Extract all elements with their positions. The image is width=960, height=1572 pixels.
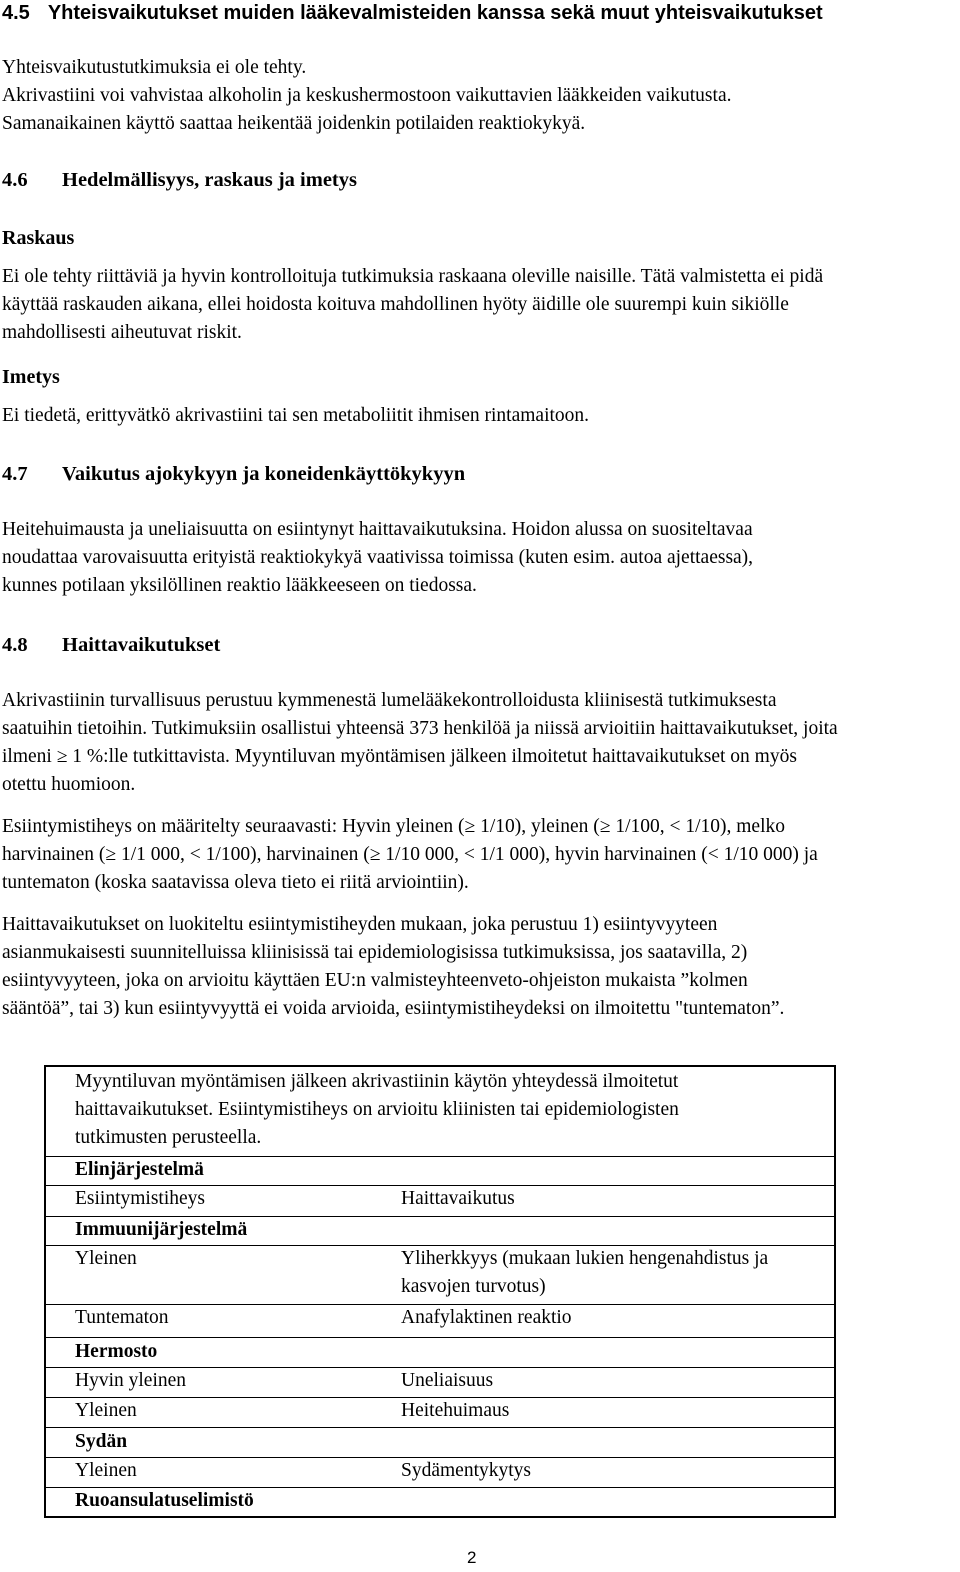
paragraph-line: Esiintymistiheys on määritelty seuraavasti: Hyvin yleinen (≥ 1/10), yleinen (≥ 1/100, < 1/10), melko [2, 816, 786, 837]
group-ruoansulatuselimisto: Ruoansulatuselimistö [75, 1490, 254, 1511]
group-immuunijarjestelma: Immuunijärjestelmä [75, 1219, 248, 1240]
paragraph-line: harvinainen (≥ 1/1 000, < 1/100), harvinainen (≥ 1/10 000, < 1/1 000), hyvin harvinainen (< 1/10 000) ja [2, 844, 818, 865]
paragraph-line: Ei tiedetä, erittyvätkö akrivastiini tai sen metaboliitit ihmisen rintamaitoon. [2, 405, 590, 426]
section-4-6-heading [2, 169, 357, 192]
paragraph-line: saatuihin tietoihin. Tutkimuksiin osallistui yhteensä 373 henkilöä ja niissä arvioitiin haittavaikutukset, joita [2, 718, 838, 739]
paragraph-line: Heitehuimausta ja uneliaisuutta on esiintynyt haittavaikutuksina. Hoidon alussa on suositeltavaa [2, 519, 753, 540]
paragraph-line: ilmeni ≥ 1 %:lle tutkittavista. Myyntiluvan myöntämisen jälkeen ilmoitetut haittavaikutukset on myös [2, 746, 797, 767]
paragraph-line: sääntöä”, tai 3) kun esiintyvyyttä ei voida arvioida, esiintymistiheydeksi on ilmoitettu "tuntematon”. [2, 998, 785, 1019]
section-number: 4.6 [2, 169, 28, 191]
group-hermosto: Hermosto [75, 1341, 158, 1362]
row-effect: Anafylaktinen reaktio [401, 1307, 572, 1328]
section-title: Haittavaikutukset [62, 634, 221, 656]
row-frequency: Tuntematon [75, 1307, 169, 1328]
organ-system-header: Elinjärjestelmä [75, 1159, 204, 1180]
section-4-8-heading [2, 634, 220, 657]
table-row-divider [46, 1216, 834, 1217]
paragraph-line: Akrivastiini voi vahvistaa alkoholin ja keskushermostoon vaikuttavien lääkkeiden vaikutusta. [2, 85, 732, 106]
row-effect: Heitehuimaus [401, 1400, 510, 1421]
row-effect: Yliherkkyys (mukaan lukien hengenahdistus ja [401, 1248, 769, 1269]
paragraph-line: asianmukaisesti suunnitelluissa kliinisissä tai epidemiologisissa tutkimuksissa, jos saatavilla, 2) [2, 942, 748, 963]
table-intro-line: tutkimusten perusteella. [75, 1127, 262, 1148]
section-4-5-heading [2, 2, 823, 25]
table-row-divider [46, 1156, 834, 1157]
paragraph-line: Akrivastiinin turvallisuus perustuu kymmenestä lumelääkekontrolloidusta kliinisestä tutkimuksesta [2, 690, 777, 711]
section-title: Yhteisvaikutukset muiden lääkevalmisteiden kanssa sekä muut yhteisvaikutukset [47, 2, 823, 24]
row-frequency: Yleinen [75, 1460, 137, 1481]
table-row-divider [46, 1367, 834, 1368]
section-number: 4.5 [2, 2, 30, 24]
section-number: 4.7 [2, 463, 28, 485]
paragraph-line: käyttää raskauden aikana, ellei hoidosta koituva mahdollinen hyöty äidille ole suurempi kuin sikiölle [2, 294, 789, 315]
table-intro-line: Myyntiluvan myöntämisen jälkeen akrivastiinin käytön yhteydessä ilmoitetut [75, 1071, 679, 1092]
section-4-7-heading [2, 463, 465, 486]
table-row-divider [46, 1185, 834, 1186]
row-effect: Sydämentykytys [401, 1460, 531, 1481]
subheading-imetys: Imetys [2, 366, 60, 388]
group-sydan: Sydän [75, 1431, 128, 1452]
column-header-frequency: Esiintymistiheys [75, 1188, 206, 1209]
paragraph-line: tuntematon (koska saatavissa oleva tieto ei riitä arviointiin). [2, 872, 469, 893]
section-number: 4.8 [2, 634, 28, 656]
paragraph-line: Ei ole tehty riittäviä ja hyvin kontrolloituja tutkimuksia raskaana oleville naisille. Tätä valmistetta ei pidä [2, 266, 824, 287]
page-number: 2 [467, 1548, 477, 1567]
table-row-divider [46, 1427, 834, 1428]
subheading-raskaus: Raskaus [2, 227, 75, 249]
paragraph-line: Yhteisvaikutustutkimuksia ei ole tehty. [2, 57, 307, 78]
paragraph-line: kunnes potilaan yksilöllinen reaktio lääkkeeseen on tiedossa. [2, 575, 477, 596]
paragraph-line: esiintyvyyteen, joka on arvioitu käyttäen EU:n valmisteyhteenveto-ohjeiston mukaista ”kolmen [2, 970, 748, 991]
paragraph-line: noudattaa varovaisuutta erityistä reaktiokykyä vaativissa toimissa (kuten esim. autoa ajettaessa), [2, 547, 754, 568]
paragraph-line: mahdollisesti aiheutuvat riskit. [2, 322, 242, 343]
table-row-divider [46, 1457, 834, 1458]
table-row-divider [46, 1304, 834, 1305]
table-row-divider [46, 1337, 834, 1338]
section-title: Vaikutus ajokykyyn ja koneidenkäyttökykyyn [62, 463, 466, 485]
paragraph-line: Samanaikainen käyttö saattaa heikentää joidenkin potilaiden reaktiokykyä. [2, 113, 586, 134]
column-header-effect: Haittavaikutus [401, 1188, 515, 1209]
row-effect: kasvojen turvotus) [401, 1276, 546, 1297]
row-frequency: Hyvin yleinen [75, 1370, 187, 1391]
paragraph-line: Haittavaikutukset on luokiteltu esiintymistiheyden mukaan, joka perustuu 1) esiintyvyyteen [2, 914, 718, 935]
row-frequency: Yleinen [75, 1400, 137, 1421]
section-title: Hedelmällisyys, raskaus ja imetys [62, 169, 357, 191]
row-frequency: Yleinen [75, 1248, 137, 1269]
table-row-divider [46, 1397, 834, 1398]
row-effect: Uneliaisuus [401, 1370, 494, 1391]
table-intro-line: haittavaikutukset. Esiintymistiheys on arvioitu kliinisten tai epidemiologisten [75, 1099, 679, 1120]
adverse-effects-table [44, 1065, 836, 1518]
table-row-divider [46, 1487, 834, 1488]
paragraph-line: otettu huomioon. [2, 774, 136, 795]
table-row-divider [46, 1245, 834, 1246]
